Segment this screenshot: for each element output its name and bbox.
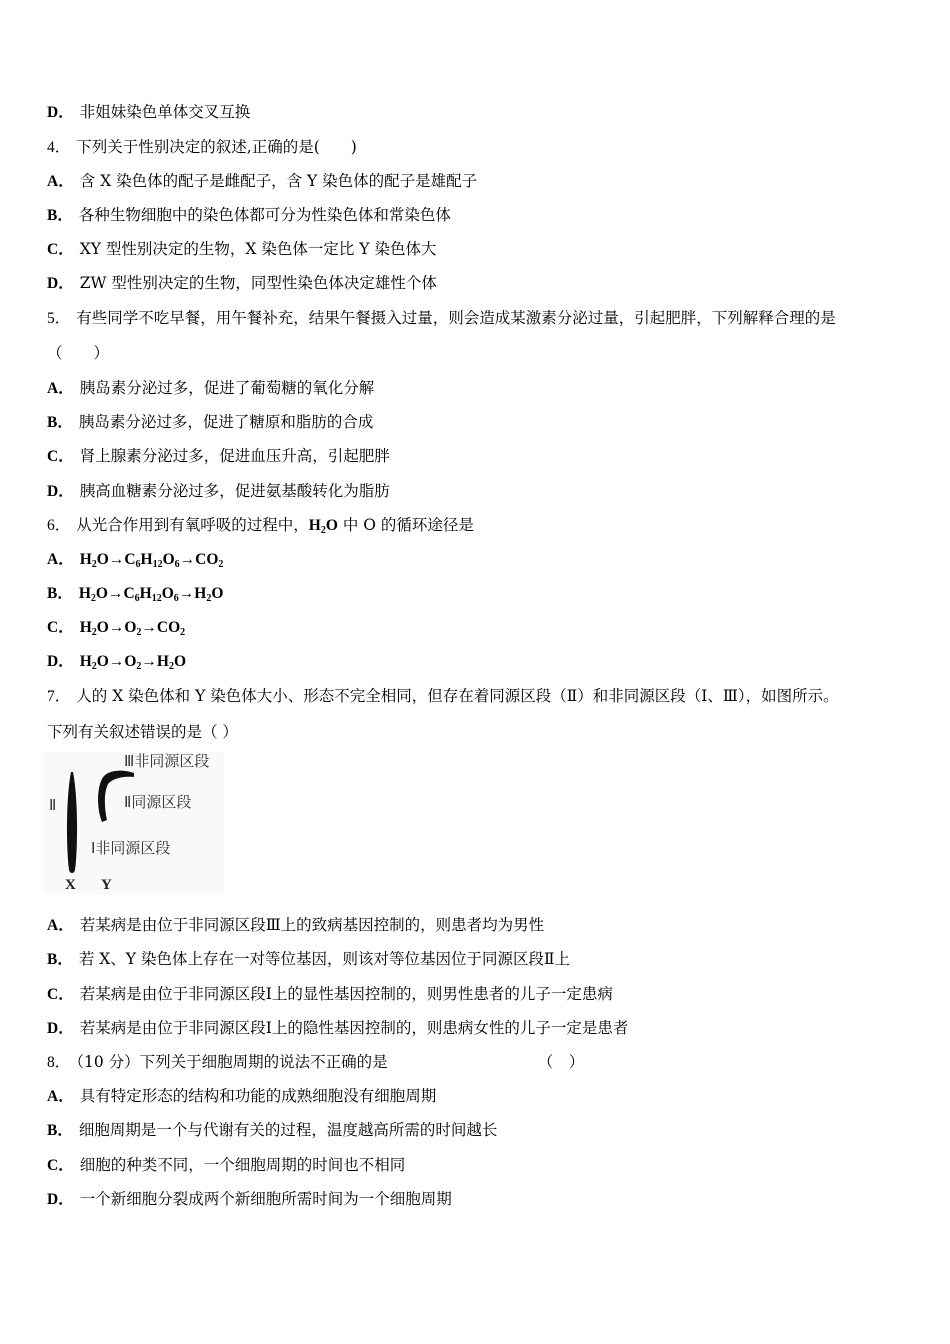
q4-stem xyxy=(47,137,357,158)
option-text: ZW 型性别决定的生物，同型性染色体决定雄性个体 xyxy=(79,274,437,292)
option-label: C． xyxy=(47,1157,74,1174)
q5-stem-continued: （ ） xyxy=(47,344,110,362)
option-formula xyxy=(80,653,186,670)
formula-subscript: 2 xyxy=(90,593,96,604)
q5-option-b xyxy=(47,412,373,433)
formula-subscript: 6 xyxy=(173,593,179,604)
option-label: B． xyxy=(47,1122,73,1139)
formula-part: O→C xyxy=(95,585,135,602)
formula-subscript: 2 xyxy=(218,559,224,570)
formula-part: →CO xyxy=(179,551,219,568)
option-label: B． xyxy=(47,207,73,224)
q7-stem xyxy=(47,686,839,707)
label-nonhomologous-i: Ⅰ非同源区段 xyxy=(91,839,171,857)
question-number: 8． xyxy=(47,1054,71,1071)
option-label: D． xyxy=(47,104,74,121)
formula xyxy=(309,517,338,534)
formula-part: H xyxy=(79,551,92,568)
formula-part: H xyxy=(79,653,92,670)
formula-subscript: 6 xyxy=(134,593,140,604)
q6-option-a xyxy=(47,549,223,570)
option-text: 具有特定形态的结构和功能的成熟细胞没有细胞周期 xyxy=(79,1087,437,1105)
q4-option-d xyxy=(47,273,437,294)
formula-part: O xyxy=(173,653,187,670)
option-formula xyxy=(80,619,185,636)
question-number: 5． xyxy=(47,310,71,327)
q5-option-c xyxy=(47,446,390,467)
option-text: 胰高血糖素分泌过多，促进氨基酸转化为脂肪 xyxy=(79,482,390,500)
option-label: C． xyxy=(47,619,74,636)
formula-part: O xyxy=(162,551,175,568)
option-formula xyxy=(80,551,224,568)
label-x: X xyxy=(65,877,76,893)
formula-part: H xyxy=(140,551,153,568)
label-y: Y xyxy=(101,877,112,893)
option-text: 非姐妹染色单体交叉互换 xyxy=(79,103,251,121)
option-text: 若某病是由位于非同源区段Ⅰ上的显性基因控制的，则男性患者的儿子一定患病 xyxy=(79,985,613,1003)
formula-subscript: 2 xyxy=(91,661,97,672)
option-label: D． xyxy=(47,483,74,500)
q7-option-c xyxy=(47,984,613,1005)
q5-stem xyxy=(47,308,836,329)
q6-stem xyxy=(47,515,474,536)
formula-subscript: 2 xyxy=(180,627,186,638)
q7-option-a xyxy=(47,915,544,936)
label-nonhomologous-iii: Ⅲ非同源区段 xyxy=(124,752,210,770)
formula-subscript: 2 xyxy=(206,593,212,604)
question-stem: 从光合作用到有氧呼吸的过程中， xyxy=(76,516,309,534)
question-stem-end: 中 O 的循环途径是 xyxy=(337,516,474,534)
formula-part: →CO xyxy=(141,619,181,636)
option-formula xyxy=(79,585,224,602)
option-label: D． xyxy=(47,1191,74,1208)
option-text: 细胞周期是一个与代谢有关的过程，温度越高所需的时间越长 xyxy=(78,1121,498,1139)
option-text: 若某病是由位于非同源区段Ⅲ上的致病基因控制的，则患者均为男性 xyxy=(79,916,545,934)
option-label: D． xyxy=(47,1020,74,1037)
formula-subscript: 6 xyxy=(174,559,180,570)
q4-option-b xyxy=(47,205,451,226)
formula-part: O xyxy=(325,517,338,534)
formula-part: H xyxy=(79,619,92,636)
q4-option-c xyxy=(47,239,436,260)
q7-option-b xyxy=(47,949,570,970)
option-text: 含 X 染色体的配子是雌配子，含 Y 染色体的配子是雄配子 xyxy=(79,172,478,190)
label-homologous-ii: Ⅱ同源区段 xyxy=(124,793,192,811)
q4-option-a xyxy=(47,171,477,192)
formula-part: O→O xyxy=(96,619,137,636)
formula-part: H xyxy=(308,517,321,534)
option-label: C． xyxy=(47,986,74,1003)
formula-part: O xyxy=(161,585,174,602)
question-stem: 下列关于性别决定的叙述,正确的是( ) xyxy=(76,138,357,156)
q5-option-a xyxy=(47,378,374,399)
option-label: A． xyxy=(47,1088,74,1105)
formula-part: H xyxy=(139,585,152,602)
option-text: 肾上腺素分泌过多，促进血压升高，引起肥胖 xyxy=(79,447,390,465)
formula-part: H xyxy=(78,585,91,602)
option-label: B． xyxy=(47,414,73,431)
option-text: 若某病是由位于非同源区段Ⅰ上的隐性基因控制的，则患病女性的儿子一定是患者 xyxy=(79,1019,629,1037)
option-label: D． xyxy=(47,653,74,670)
option-label: D． xyxy=(47,275,74,292)
option-label: B． xyxy=(47,585,73,602)
q6-option-d xyxy=(47,651,186,672)
option-label: A． xyxy=(47,917,74,934)
option-label: B． xyxy=(47,951,73,968)
q8-option-b xyxy=(47,1120,497,1141)
formula-subscript: 2 xyxy=(320,525,326,536)
formula-subscript: 2 xyxy=(136,627,142,638)
q8-stem xyxy=(47,1052,584,1073)
question-number: 7． xyxy=(47,688,71,705)
question-stem: 人的 X 染色体和 Y 染色体大小、形态不完全相同，但存在着同源区段（Ⅱ）和非同源区段（Ⅰ、Ⅲ），如图所示。 xyxy=(76,687,839,705)
q8-option-c xyxy=(47,1155,405,1176)
formula-subscript: 2 xyxy=(136,661,142,672)
q3-option-d xyxy=(47,102,250,123)
option-text: 细胞的种类不同，一个细胞周期的时间也不相同 xyxy=(79,1156,406,1174)
formula-subscript: 2 xyxy=(91,627,97,638)
option-text: 若 X、Y 染色体上存在一对等位基因，则该对等位基因位于同源区段Ⅱ上 xyxy=(78,950,571,968)
formula-part: →H xyxy=(141,653,169,670)
formula-part: O→O xyxy=(96,653,137,670)
formula-subscript: 6 xyxy=(135,559,141,570)
option-label: C． xyxy=(47,241,74,258)
formula-subscript: 2 xyxy=(168,661,174,672)
formula-subscript: 12 xyxy=(151,593,162,604)
formula-part: O xyxy=(211,585,224,602)
formula-part: O→C xyxy=(96,551,136,568)
q6-option-c xyxy=(47,617,185,638)
xy-chromosome-figure xyxy=(44,752,224,894)
q6-option-b xyxy=(47,583,223,604)
formula-subscript: 2 xyxy=(91,559,97,570)
option-label: A． xyxy=(47,551,74,568)
answer-parentheses: （ ） xyxy=(537,1053,585,1071)
formula-part: →H xyxy=(178,585,207,602)
q7-stem-continued: 下列有关叙述错误的是（ ） xyxy=(47,723,238,741)
option-text: 胰岛素分泌过多，促进了葡萄糖的氧化分解 xyxy=(79,379,375,397)
question-number: 4． xyxy=(47,139,71,156)
q5-option-d xyxy=(47,481,390,502)
option-label: A． xyxy=(47,380,74,397)
question-stem: 下列关于细胞周期的说法不正确的是 xyxy=(139,1053,388,1071)
q8-option-d xyxy=(47,1189,452,1210)
option-label: A． xyxy=(47,173,74,190)
formula-subscript: 12 xyxy=(152,559,163,570)
question-number: 6． xyxy=(47,517,71,534)
q8-option-a xyxy=(47,1086,436,1107)
option-text: 胰岛素分泌过多，促进了糖原和脂肪的合成 xyxy=(78,413,374,431)
question-points: （10 分） xyxy=(76,1053,140,1071)
option-text: 各种生物细胞中的染色体都可分为性染色体和常染色体 xyxy=(78,206,451,224)
label-ii-left: Ⅱ xyxy=(49,796,57,814)
question-stem: 有些同学不吃早餐，用午餐补充，结果午餐摄入过量，则会造成某激素分泌过量，引起肥胖，下列解释合理的是 xyxy=(76,309,836,327)
option-text: XY 型性别决定的生物，X 染色体一定比 Y 染色体大 xyxy=(79,240,437,258)
q7-option-d xyxy=(47,1018,628,1039)
option-label: C． xyxy=(47,448,74,465)
option-text: 一个新细胞分裂成两个新细胞所需时间为一个细胞周期 xyxy=(79,1190,452,1208)
